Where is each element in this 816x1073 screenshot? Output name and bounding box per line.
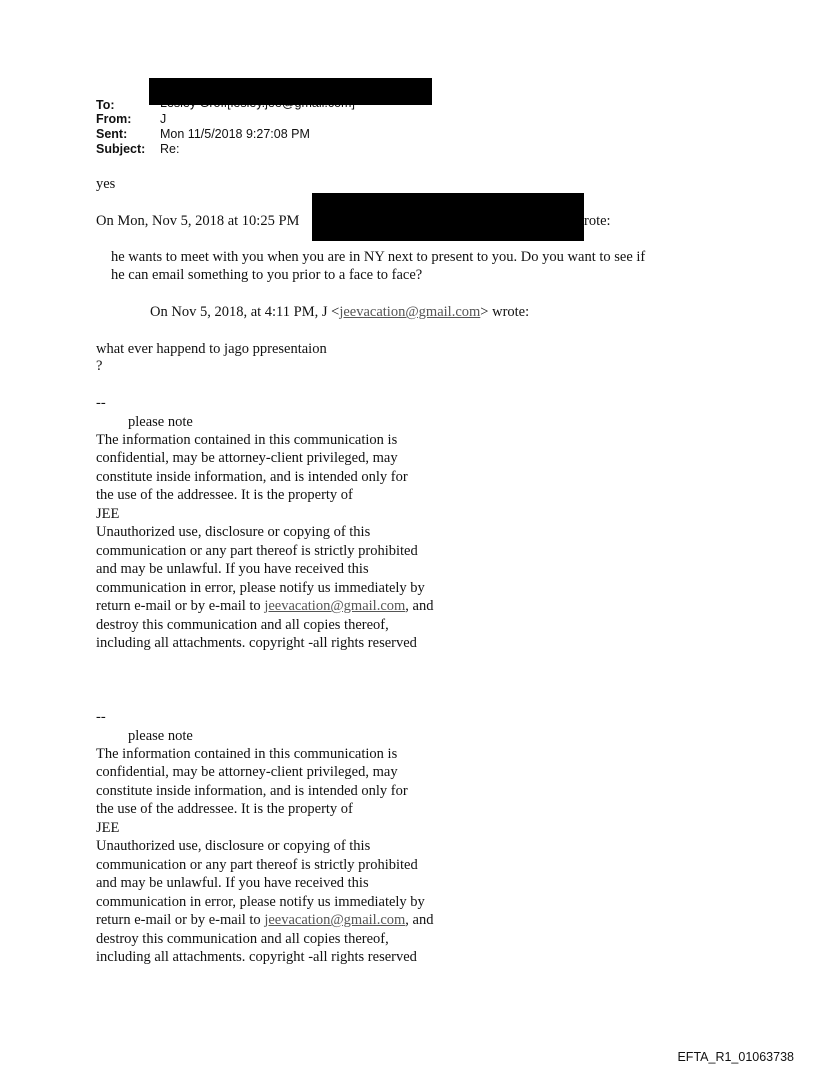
from-label: From:: [96, 112, 132, 126]
sig2-line: constitute inside information, and is intended only for: [96, 783, 408, 799]
sig1-line: the use of the addressee. It is the property of: [96, 487, 353, 503]
sig1-line: constitute inside information, and is intended only for: [96, 469, 408, 485]
redaction-quote1-sender: [312, 193, 584, 241]
sig2-return-suffix: , and: [405, 912, 434, 928]
quote2-prefix: On Nov 5, 2018, at 4:11 PM, J <: [150, 304, 340, 320]
sig2-return-line: [96, 911, 433, 930]
sent-label: Sent:: [96, 127, 128, 141]
sig1-line: and may be unlawful. If you have received this: [96, 561, 369, 577]
to-label: To:: [96, 98, 115, 112]
document-id: EFTA_R1_01063738: [677, 1050, 794, 1064]
sig2-line: Unauthorized use, disclosure or copying of this: [96, 838, 371, 854]
sig2-line: including all attachments. copyright -all rights reserved: [96, 949, 417, 965]
sig1-return-suffix: , and: [405, 598, 434, 614]
quote1-line2: he can email something to you prior to a face to face?: [111, 267, 423, 283]
sig1-return-line: [96, 597, 433, 616]
quote1-line1: he wants to meet with you when you are in NY next to present to you. Do you want to see if: [111, 249, 646, 265]
quote1-attribution-suffix: rote:: [584, 213, 611, 229]
sig2-line: communication or any part thereof is strictly prohibited: [96, 857, 418, 873]
sig2-line: destroy this communication and all copies thereof,: [96, 931, 389, 947]
sig1-email-link[interactable]: jeevacation@gmail.com: [264, 598, 406, 614]
sig1-return-prefix: return e-mail or by e-mail to: [96, 598, 265, 614]
quote2-attribution: [150, 303, 529, 322]
reply-text: yes: [96, 176, 116, 192]
sig2-email-link[interactable]: jeevacation@gmail.com: [264, 912, 406, 928]
sig2-line: JEE: [96, 820, 120, 836]
sig1-note: please note: [128, 414, 193, 430]
sig2-return-prefix: return e-mail or by e-mail to: [96, 912, 265, 928]
original-line2: ?: [96, 358, 103, 374]
sig2-line: The information contained in this communication is: [96, 746, 398, 762]
sig2-line: confidential, may be attorney-client privileged, may: [96, 764, 398, 780]
original-line1: what ever happend to jago ppresentaion: [96, 341, 327, 357]
sig1-dashes: --: [96, 395, 106, 411]
quote1-attribution-prefix: On Mon, Nov 5, 2018 at 10:25 PM: [96, 213, 300, 229]
from-value: J: [160, 112, 167, 126]
subject-label: Subject:: [96, 142, 146, 156]
redaction-to: [149, 78, 432, 105]
sig1-line: destroy this communication and all copies thereof,: [96, 617, 389, 633]
sig2-dashes: --: [96, 709, 106, 725]
sig2-line: communication in error, please notify us immediately by: [96, 894, 425, 910]
sig1-line: confidential, may be attorney-client privileged, may: [96, 450, 398, 466]
subject-value: Re:: [160, 142, 180, 156]
sig2-line: and may be unlawful. If you have received this: [96, 875, 369, 891]
sig1-line: Unauthorized use, disclosure or copying of this: [96, 524, 371, 540]
sig2-line: the use of the addressee. It is the property of: [96, 801, 353, 817]
sig1-line: communication in error, please notify us immediately by: [96, 580, 425, 596]
sent-value: Mon 11/5/2018 9:27:08 PM: [160, 127, 310, 141]
sig1-line: The information contained in this communication is: [96, 432, 398, 448]
quote2-email-link[interactable]: jeevacation@gmail.com: [339, 304, 481, 320]
sig1-line: JEE: [96, 506, 120, 522]
sig1-line: including all attachments. copyright -all rights reserved: [96, 635, 417, 651]
sig2-note: please note: [128, 728, 193, 744]
sig1-line: communication or any part thereof is strictly prohibited: [96, 543, 418, 559]
quote2-suffix: > wrote:: [480, 304, 530, 320]
